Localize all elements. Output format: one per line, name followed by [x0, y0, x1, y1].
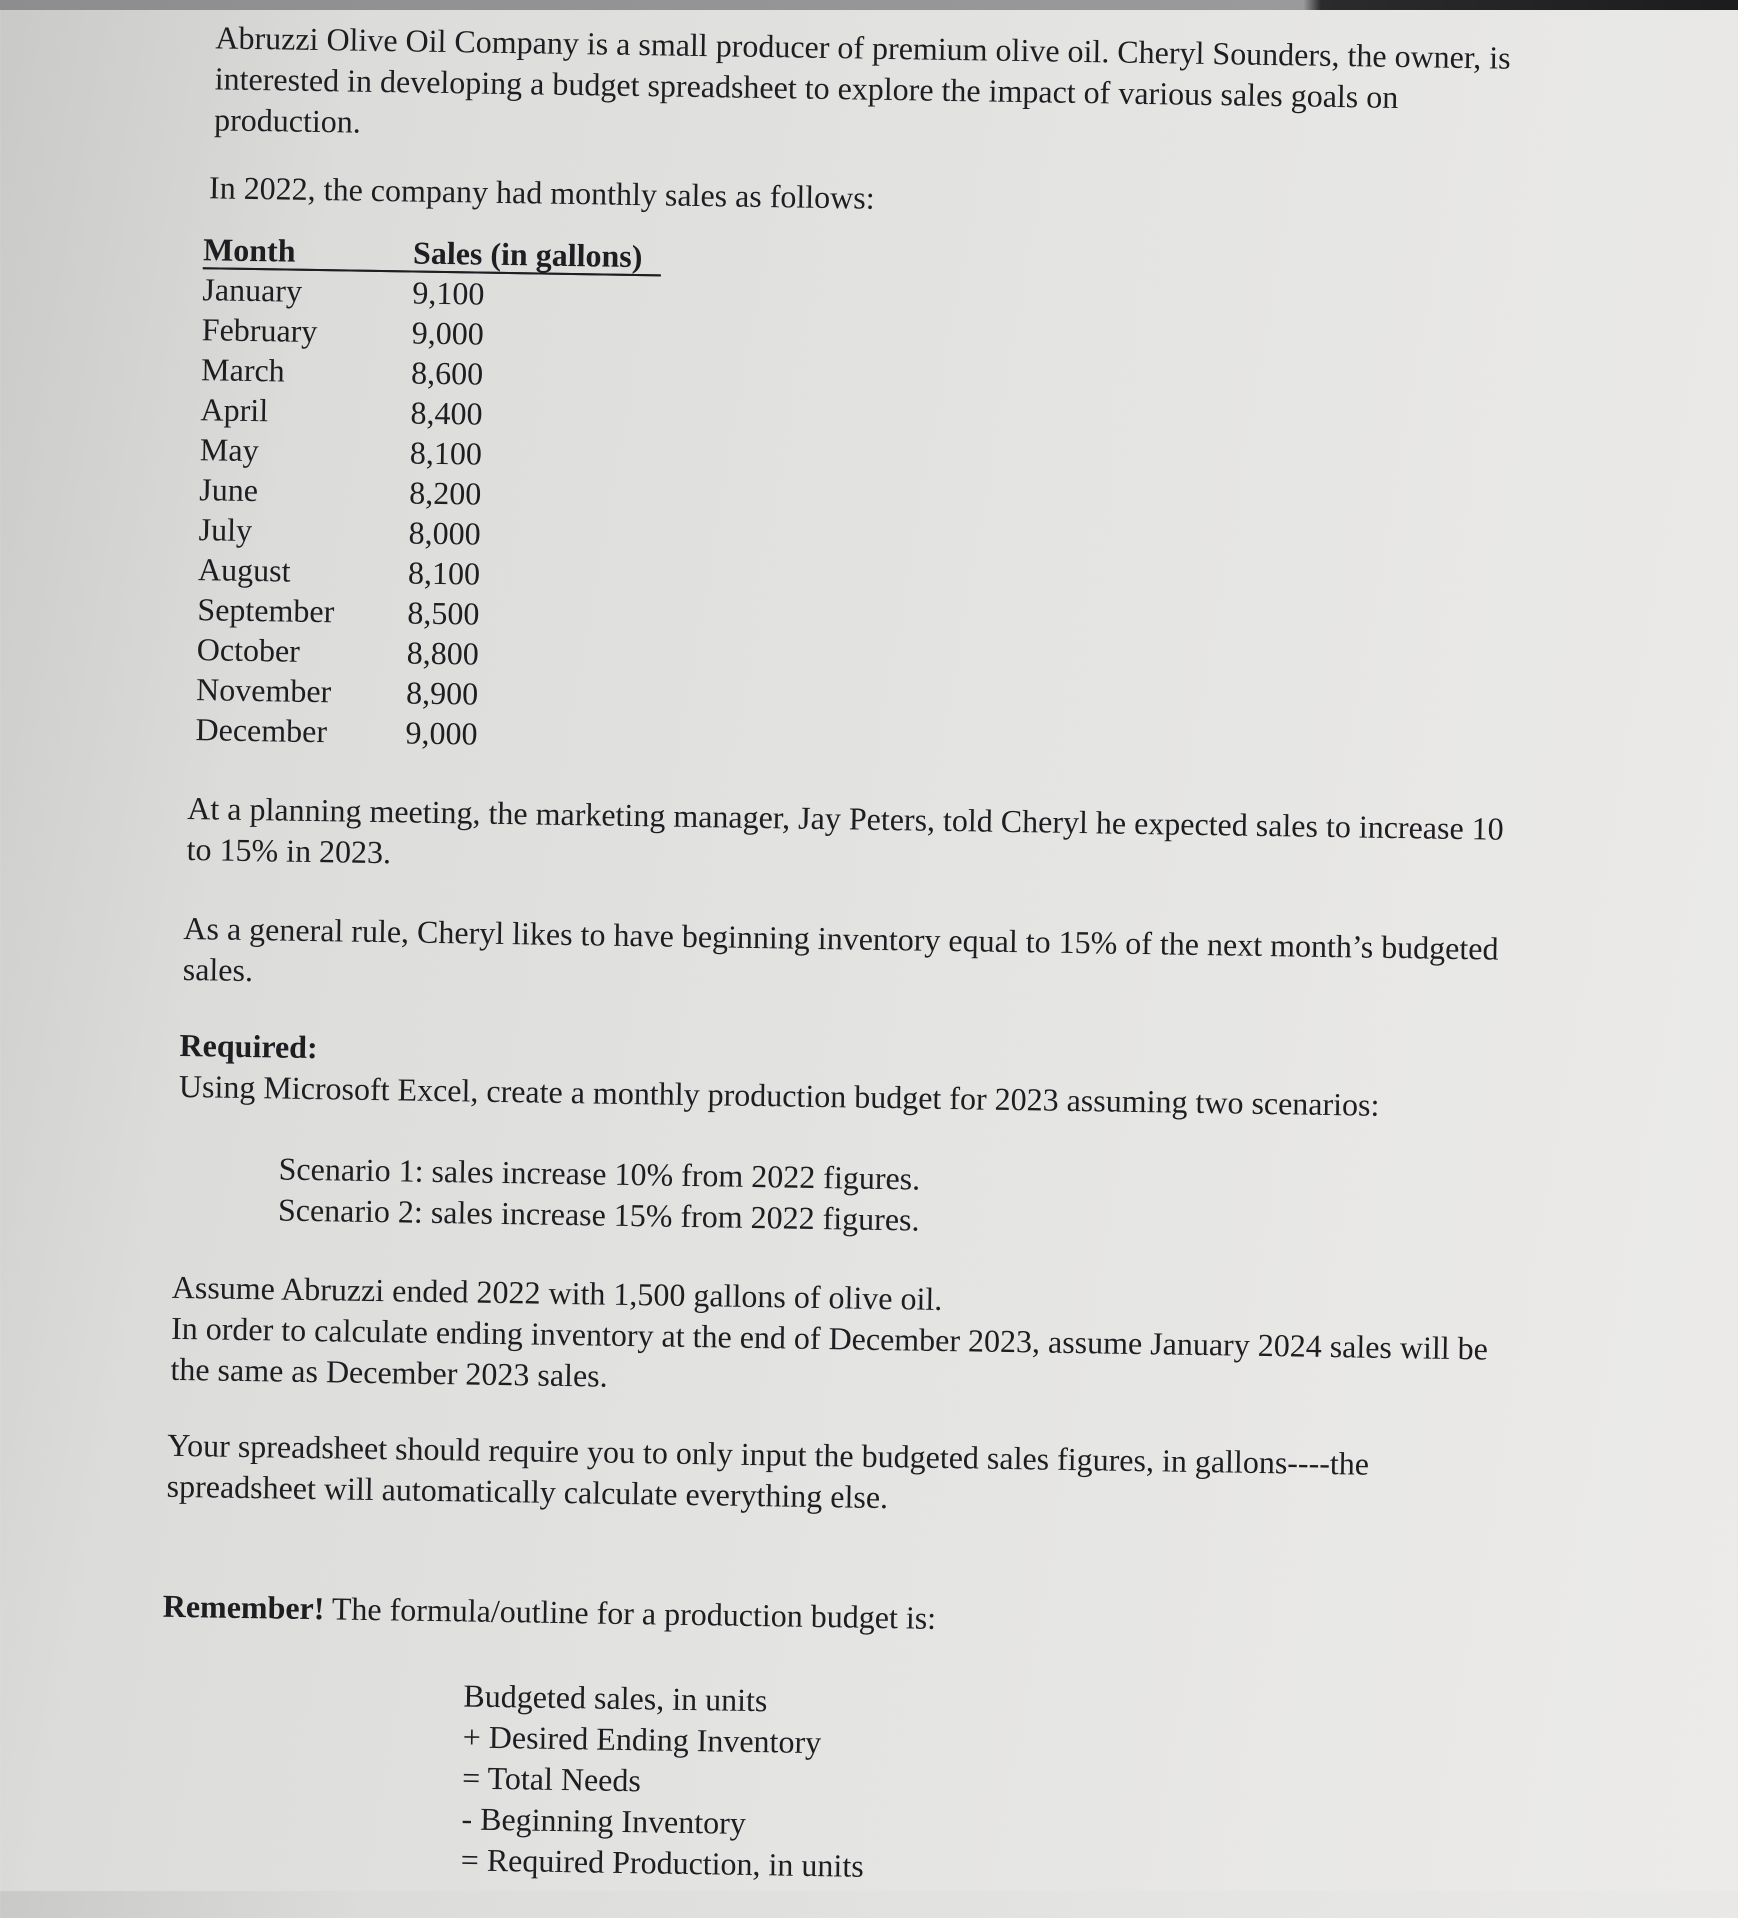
scenario-list — [278, 1149, 1379, 1248]
remember-text: The formula/outline for a production budget is: — [331, 1590, 937, 1636]
month-cell: June — [199, 471, 259, 509]
sales-cell: 8,400 — [410, 394, 483, 432]
production-budget-formula — [461, 1675, 867, 1886]
month-cell: July — [198, 511, 253, 549]
sales-cell: 8,000 — [408, 514, 481, 552]
remember-label: Remember! — [162, 1587, 325, 1627]
table-row — [201, 349, 660, 396]
formula-line: Budgeted sales, in units — [463, 1677, 768, 1719]
planning-paragraph: At a planning meeting, the marketing manager, Jay Peters, told Cheryl he expected sales to increase 10 to 15% in 2023. — [186, 790, 1504, 871]
month-cell: August — [197, 551, 291, 589]
sales-cell: 8,100 — [407, 554, 481, 592]
scenario-item: Scenario 2: sales increase 15% from 2022 figures. — [277, 1191, 920, 1238]
assumption-ending-inventory: Assume Abruzzi ended 2022 with 1,500 gallons of olive oil. — [171, 1268, 943, 1317]
sales-cell: 8,600 — [410, 354, 484, 392]
assumption-january-2024: In order to calculate ending inventory at the end of December 2023, assume January 2024 sales will be the same as December 2023 sales. — [170, 1309, 1489, 1394]
sales-table — [195, 231, 661, 756]
formula-line: = Required Production, in units — [460, 1841, 864, 1884]
month-cell: October — [196, 631, 301, 669]
month-cell: May — [199, 431, 259, 469]
month-cell: January — [202, 271, 303, 309]
sales-cell: 9,000 — [405, 714, 478, 752]
assumptions-section — [170, 1267, 1512, 1411]
required-label: Required: — [179, 1026, 318, 1066]
month-cell: December — [195, 711, 328, 750]
sales-cell: 9,000 — [411, 314, 485, 352]
scenario-item: Scenario 1: sales increase 10% from 2022 figures. — [278, 1150, 921, 1197]
month-cell: September — [197, 591, 335, 630]
required-text: Using Microsoft Excel, create a monthly production budget for 2023 assuming two scenarios: — [178, 1067, 1380, 1123]
month-cell: March — [200, 351, 286, 389]
sales-cell: 8,200 — [409, 474, 482, 512]
remember-line — [162, 1586, 1362, 1646]
formula-line: = Total Needs — [461, 1759, 642, 1799]
inventory-rule-paragraph: As a general rule, Cheryl likes to have beginning inventory equal to 15% of the next month’s budgeted sales. — [182, 909, 1499, 989]
formula-line: + Desired Ending Inventory — [462, 1718, 822, 1761]
formula-line: - Beginning Inventory — [461, 1800, 747, 1841]
month-cell: February — [201, 311, 318, 350]
sales-cell: 8,800 — [406, 634, 480, 672]
header-month: Month — [203, 231, 414, 271]
month-cell: April — [200, 391, 269, 429]
sales-cell: 8,900 — [405, 674, 479, 712]
sales-intro: In 2022, the company had monthly sales as follows: — [208, 169, 875, 216]
month-cell: November — [195, 671, 332, 710]
sales-cell: 8,100 — [409, 434, 483, 472]
spreadsheet-note: Your spreadsheet should require you to only input the budgeted sales figures, in gallons----the spreadsheet will automatically calculate everything else. — [166, 1426, 1370, 1516]
header-sales: Sales (in gallons) — [413, 235, 662, 276]
table-row — [195, 709, 654, 756]
intro-paragraph: Abruzzi Olive Oil Company is a small producer of premium olive oil. Cheryl Sounders, the owner, is interested in developing a budget spreadsheet to explore the impact of various sales goals on production. — [213, 19, 1511, 140]
required-section — [179, 1025, 1540, 1128]
sales-cell: 9,100 — [412, 274, 485, 312]
sales-cell: 8,500 — [407, 594, 480, 632]
table-row — [202, 268, 661, 316]
